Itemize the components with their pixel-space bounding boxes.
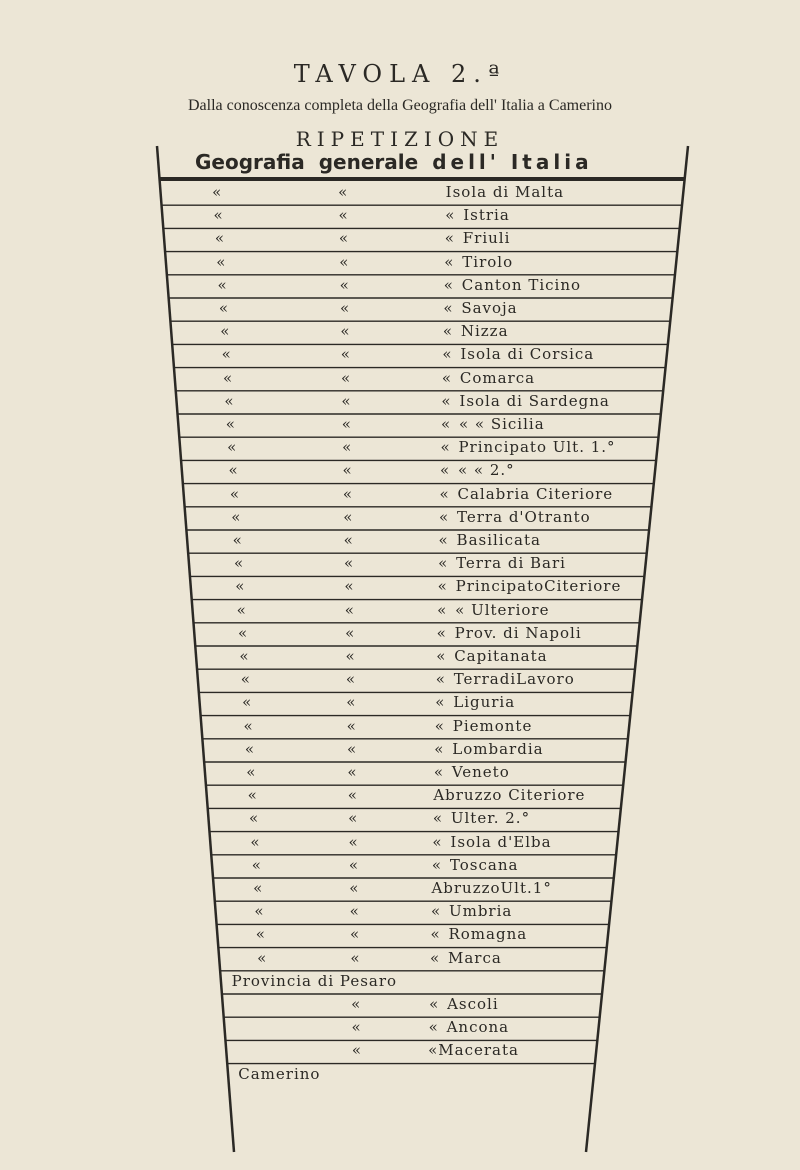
funnel-row [193, 624, 639, 644]
funnel-title-part3: dell' Italia [432, 150, 593, 174]
ditto-mark-1: « [242, 693, 252, 712]
ditto-mark-1: « [248, 809, 259, 828]
ditto-mark-2: « [345, 623, 355, 642]
ditto-mark-2: « [338, 206, 348, 225]
region-name: Lombardia [452, 739, 544, 758]
ditto-mark-3: « [442, 345, 452, 364]
ditto-mark-2: « [351, 1018, 361, 1037]
ditto-mark-1: « [240, 670, 250, 689]
ditto-mark-3: « [441, 391, 451, 410]
ditto-mark-3: « [434, 739, 444, 758]
ditto-mark-2: « [342, 438, 352, 457]
funnel-row [209, 833, 618, 853]
ditto-mark-2: « [338, 183, 348, 201]
ditto-mark-2: « [342, 461, 352, 480]
ditto-mark-1: « [247, 786, 257, 805]
ditto-mark-1: « [217, 275, 227, 294]
ditto-mark-3: « [439, 484, 449, 503]
ditto-mark-1: « [253, 879, 263, 897]
funnel-row [160, 183, 685, 203]
ditto-mark-1: « [255, 925, 265, 944]
funnel-row [176, 392, 664, 412]
region-name: Isola di Malta [445, 183, 565, 201]
ditto-mark-3: « [442, 322, 453, 341]
funnel-row [227, 1065, 595, 1085]
funnel-title-part2: generale [318, 150, 419, 174]
ditto-mark-3: « [438, 554, 448, 573]
ditto-mark-3: « [439, 507, 449, 526]
ditto-mark-3: « [443, 299, 453, 317]
ditto-mark-2: « [341, 415, 351, 433]
ditto-mark-1: « [228, 461, 238, 480]
funnel-row [181, 461, 656, 481]
ditto-mark-2: « [345, 647, 355, 665]
funnel-row [206, 786, 623, 806]
ditto-mark-1: « [227, 438, 237, 457]
region-name: Calabria Citeriore [457, 484, 614, 503]
ditto-mark-1: « [238, 623, 248, 642]
region-name: Istria [463, 206, 510, 225]
region-name: Piemonte [452, 716, 533, 735]
funnel-title [195, 150, 593, 174]
funnel-row [202, 740, 628, 760]
ditto-mark-1: « [250, 832, 260, 851]
funnel-row [199, 693, 633, 713]
funnel-row [186, 531, 649, 551]
funnel-row [208, 809, 621, 829]
funnel-title-part1: Geografia [195, 150, 305, 174]
ditto-mark-2: « [347, 763, 357, 781]
region-name: Tirolo [462, 252, 514, 271]
region-name: Canton Ticino [461, 275, 582, 294]
funnel-row [211, 856, 616, 876]
ditto-mark-1: « [218, 299, 229, 317]
ditto-mark-3: « [444, 229, 454, 248]
region-name: Basilicata [456, 531, 541, 549]
funnel-row [188, 554, 647, 574]
ditto-mark-2: « [341, 391, 351, 410]
region-name: Terra d'Otranto [457, 507, 591, 526]
funnel-row [192, 601, 642, 621]
ditto-mark-2: « [349, 902, 359, 921]
funnel-row [174, 369, 666, 389]
ditto-mark-3: « [439, 461, 450, 480]
region-name: Veneto [451, 763, 510, 781]
ditto-mark-3: « [440, 415, 451, 433]
ditto-mark-3: « [435, 693, 445, 712]
ditto-mark-3: « [430, 925, 440, 944]
ditto-mark-3: « [437, 600, 447, 619]
funnel-row [167, 276, 675, 296]
ditto-mark-2: « [338, 229, 348, 248]
region-name: « « Sicilia [458, 415, 545, 433]
ditto-mark-1: « [244, 739, 255, 758]
ditto-mark-2: « [343, 531, 353, 549]
ditto-mark-1: « [243, 716, 253, 735]
region-name: Capitanata [454, 647, 548, 665]
funnel-row [204, 763, 626, 783]
ditto-mark-2: « [348, 832, 358, 851]
region-name: Isola d'Elba [450, 832, 552, 851]
ditto-mark-3: « [435, 670, 445, 689]
funnel-row [217, 925, 610, 945]
ditto-mark-2: « [341, 368, 351, 387]
region-name: Savoja [461, 299, 518, 317]
ditto-mark-3: « [434, 716, 444, 735]
funnel-row [195, 647, 637, 667]
region-name: Provincia di Pesaro [231, 971, 398, 990]
funnel-row [215, 902, 612, 922]
ditto-mark-2: « [350, 925, 360, 944]
section-heading: RIPETIZIONE [295, 127, 505, 151]
ditto-mark-3: « [436, 647, 446, 665]
ditto-mark-1: « [220, 322, 230, 341]
ditto-mark-3: « [437, 577, 447, 596]
region-name: Friuli [462, 229, 511, 248]
region-name: « « 2.° [457, 461, 515, 480]
region-name: Nizza [460, 322, 509, 341]
ditto-mark-2: « [340, 345, 350, 364]
ditto-mark-3: « [444, 252, 454, 271]
ditto-mark-3: « [436, 623, 446, 642]
region-name: Liguria [453, 693, 516, 712]
ditto-mark-1: « [254, 902, 264, 921]
ditto-mark-2: « [345, 670, 356, 689]
ditto-mark-1: « [212, 183, 222, 201]
ditto-mark-2: « [339, 252, 349, 271]
ditto-mark-2: « [351, 995, 361, 1013]
region-name: Ascoli [447, 995, 499, 1013]
ditto-mark-3: « [429, 995, 439, 1013]
ditto-mark-3: « [431, 855, 442, 874]
ditto-mark-1: « [251, 855, 261, 874]
region-name: Umbria [448, 902, 513, 921]
region-name: Toscana [449, 855, 519, 874]
region-name: « Ulteriore [455, 600, 550, 619]
ditto-mark-2: « [343, 507, 353, 526]
funnel-row [172, 345, 668, 365]
funnel-row [165, 253, 678, 273]
ditto-mark-1: « [216, 252, 226, 271]
funnel-row [179, 438, 658, 458]
ditto-mark-2: « [351, 1041, 362, 1060]
funnel-row [225, 1041, 597, 1061]
ditto-mark-2: « [344, 577, 354, 596]
funnel-row [220, 972, 604, 992]
funnel-row [190, 577, 645, 597]
ditto-mark-3: « [443, 275, 453, 294]
funnel-row [218, 949, 606, 969]
ditto-mark-3: « [430, 902, 441, 921]
funnel-row [213, 879, 614, 899]
region-name: Principato Ult. 1.° [458, 438, 616, 457]
funnel-row [161, 206, 682, 226]
region-name: PrincipatoCiteriore [455, 577, 622, 596]
ditto-mark-1: « [213, 206, 223, 225]
funnel-row [183, 485, 654, 505]
ditto-mark-3: « [430, 948, 440, 967]
ditto-mark-1: « [232, 531, 242, 549]
ditto-mark-2: « [346, 693, 356, 712]
funnel-row [169, 299, 673, 319]
ditto-mark-1: « [221, 345, 231, 364]
ditto-mark-2: « [339, 299, 350, 317]
ditto-mark-1: « [257, 948, 267, 967]
ditto-mark-1: « [225, 415, 235, 433]
ditto-mark-2: « [347, 739, 357, 758]
ditto-mark-1: « [229, 484, 240, 503]
page-subtitle: Dalla conoscenza completa della Geografia dell' Italia a Camerino [187, 97, 612, 114]
region-name: Terra di Bari [456, 554, 566, 573]
ditto-mark-1: « [235, 577, 245, 596]
funnel-row [177, 415, 661, 435]
ditto-mark-1: « [224, 391, 234, 410]
region-name: Comarca [459, 368, 536, 387]
ditto-mark-1: « [231, 507, 241, 526]
region-name: TerradiLavoro [453, 670, 575, 689]
ditto-mark-2: « [339, 275, 349, 294]
ditto-mark-3: « [440, 438, 450, 457]
ditto-mark-2: « [349, 879, 359, 897]
ditto-mark-3: « [438, 531, 448, 549]
region-name: Ulter. 2.° [450, 809, 531, 828]
ditto-mark-3: « [445, 206, 455, 225]
ditto-mark-3: « [441, 368, 452, 387]
ditto-mark-2: « [347, 786, 357, 805]
ditto-mark-1: « [223, 368, 233, 387]
region-name: Marca [448, 948, 502, 967]
ditto-mark-2: « [346, 716, 356, 735]
funnel-row [224, 1018, 600, 1038]
ditto-mark-1: « [233, 554, 244, 573]
region-name: Isola di Sardegna [459, 391, 610, 410]
ditto-mark-2: « [344, 600, 354, 619]
funnel-row [170, 322, 670, 342]
ditto-mark-3: « [432, 832, 442, 851]
ditto-mark-1: « [246, 763, 256, 781]
ditto-mark-3: « [433, 763, 443, 781]
ditto-mark-1: « [214, 229, 224, 248]
funnel-row [222, 995, 602, 1015]
funnel-row [185, 508, 652, 528]
region-name: Romagna [448, 925, 528, 944]
region-name: Prov. di Napoli [454, 623, 582, 642]
region-name: «Macerata [428, 1041, 519, 1060]
ditto-mark-2: « [348, 855, 359, 874]
region-name: AbruzzoUlt.1° [431, 879, 552, 897]
ditto-mark-2: « [342, 484, 353, 503]
funnel-row [163, 229, 680, 249]
page-title: TAVOLA 2.ª [293, 60, 507, 88]
ditto-mark-3: « [428, 1018, 438, 1037]
ditto-mark-2: « [344, 554, 354, 573]
ditto-mark-2: « [350, 948, 360, 967]
ditto-mark-2: « [340, 322, 350, 341]
region-name: Camerino [238, 1064, 321, 1083]
ditto-mark-2: « [348, 809, 358, 828]
ditto-mark-1: « [236, 600, 246, 619]
funnel-row [201, 717, 631, 737]
funnel-row [197, 670, 635, 690]
region-name: Ancona [446, 1018, 510, 1037]
ditto-mark-3: « [432, 809, 443, 828]
region-name: Isola di Corsica [460, 345, 595, 364]
region-name: Abruzzo Citeriore [433, 786, 586, 805]
ditto-mark-1: « [239, 647, 249, 665]
